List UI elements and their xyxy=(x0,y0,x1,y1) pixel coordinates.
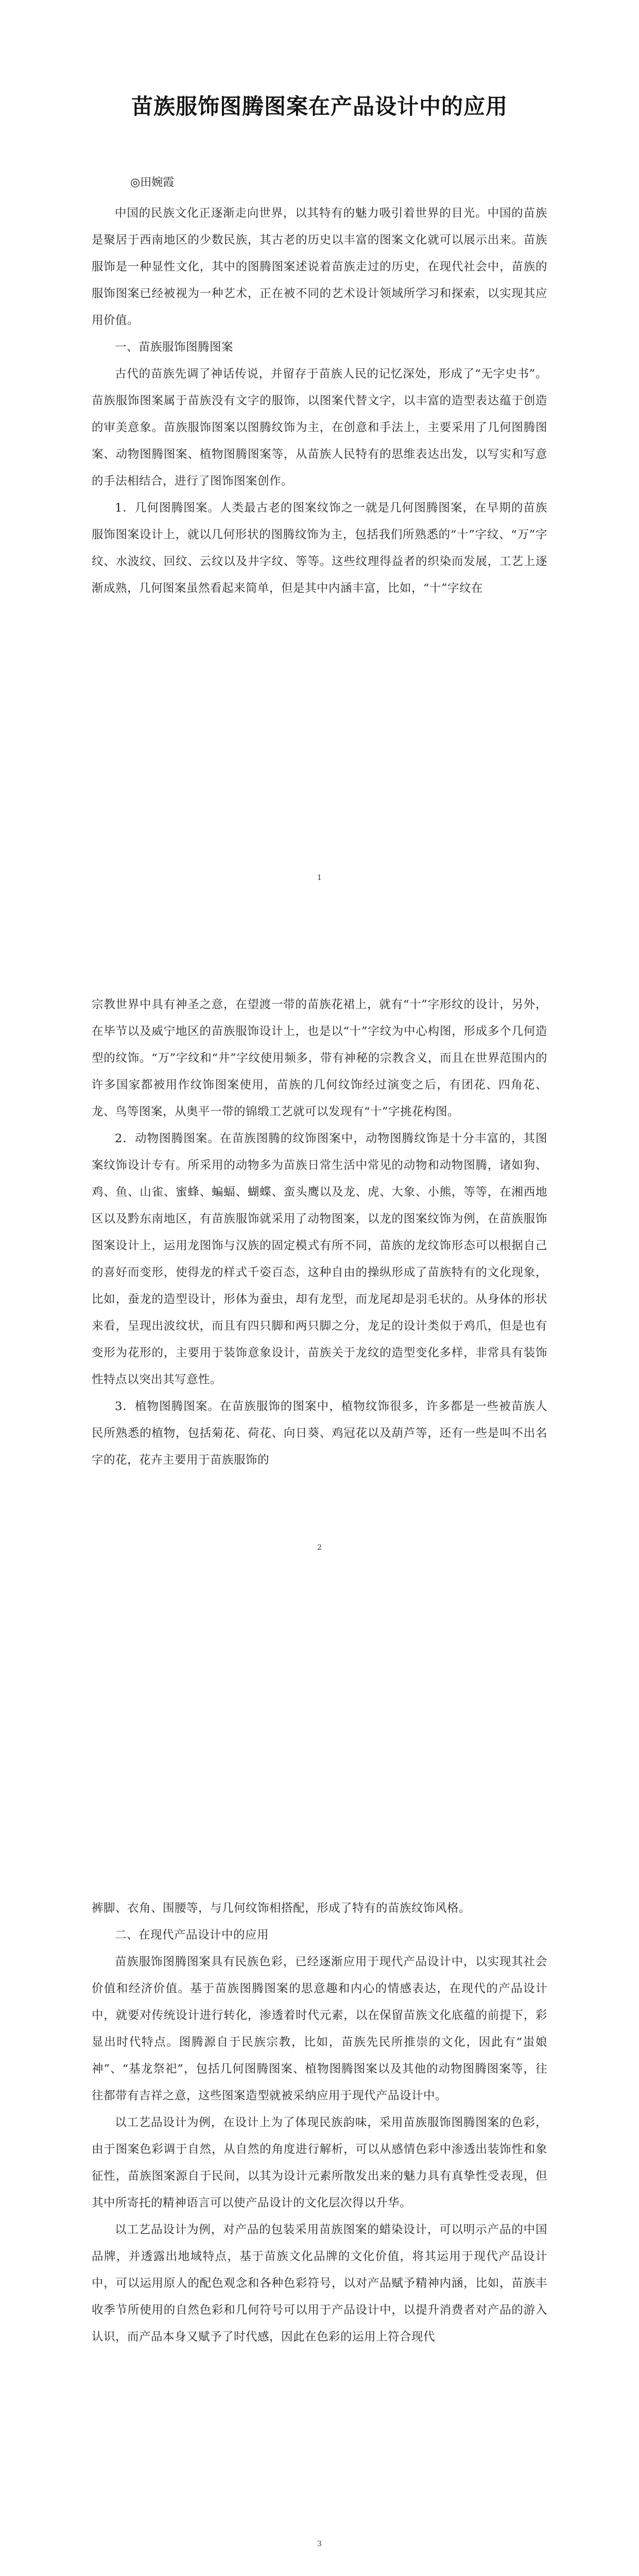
page-3-content xyxy=(92,1895,547,2350)
paragraph: 中国的民族文化正逐渐走向世界，以其特有的魅力吸引着世界的目光。中国的苗族是聚居于西南地区的少数民族，其古老的历史以丰富的图案文化就可以展示出来。苗族服饰是一种显性文化，其中的图腾图案述说着苗族走过的历史，在现代社会中，苗族的服饰图案已经被视为一种艺术，正在被不同的艺术设计领域所学习和探索，以实现其应用价值。 xyxy=(92,207,547,327)
page-1 xyxy=(0,0,639,904)
page-1-content xyxy=(92,170,547,602)
author-line: ◎田婉霞 xyxy=(130,176,175,189)
paragraph: 2．动物图腾图案。在苗族图腾的纹饰图案中，动物图腾纹饰是十分丰富的，其图案纹饰设计专有。所采用的动物多为苗族日常生活中常见的动物和动物图腾，诸如狗、鸡、鱼、山雀、蜜蜂、蝙蝠、蝴蝶、蛮头鹰以及龙、虎、大象、小熊，等等，在湘西地区以及黔东南地区，有苗族服饰就采用了动物图案，以龙的图案纹饰为例，在苗族服饰图案设计上，运用龙图饰与汉族的固定模式有所不同，苗族的龙纹饰形态可以根据自己的喜好而变形，使得龙的样式千姿百态，这种自由的操纵形成了苗族特有的文化现象，比如，蚕龙的造型设计，形体为蚕虫，却有龙型，而龙尾却是羽毛状的。从身体的形状来看，呈现出波纹状，而且有四只脚和两只脚之分，龙足的设计类似于鸡爪，但是也有变形为花形的，主要用于装饰意象设计，苗族关于龙纹的造型变化多样，非常具有装饰性特点以突出其写意性。 xyxy=(92,1132,547,1386)
page-2 xyxy=(0,904,639,1807)
article-title: 苗族服饰图腾图案在产品设计中的应用 xyxy=(131,94,508,119)
page-number: 2 xyxy=(317,1544,322,1552)
paragraph: 以工艺品设计为例，在设计上为了体现民族韵味，采用苗族服饰图腾图案的色彩，由于图案色彩调于自然，从自然的角度进行解析，可以从感情色彩中渗透出装饰性和象征性，苗族图案源自于民间，以其为设计元素所散发出来的魅力具有真挚性受表现，但其中所寄托的精神语言可以使产品设计的文化层次得以升华。 xyxy=(92,2116,547,2210)
section-heading: 二、在现代产品设计中的应用 xyxy=(115,1928,269,1942)
paragraph: 苗族服饰图腾图案具有民族色彩，已经逐渐应用于现代产品设计中，以实现其社会价值和经济价值。基于苗族图腾图案的思意趣和内心的情感表达，在现代的产品设计中，就要对传统设计进行转化，渗透着时代元素，以在保留苗族文化底蕴的前提下，彩显出时代特点。图腾源自于民族宗教，比如，苗族先民所推崇的文化，因此有“蚩娘神”、“基龙祭祀”，包括几何图腾图案、植物图腾图案以及其他的动物图腾图案等，往往都带有吉祥之意，这些图案造型就被采纳应用于现代产品设计中。 xyxy=(92,1955,547,2103)
paragraph: 古代的苗族先调了神话传说，并留存于苗族人民的记忆深处，形成了“无字史书”。苗族服饰图案属于苗族没有文字的服饰，以图案代替文字，以丰富的造型表达蕴于创造的审美意象。苗族服饰图案以图腾纹饰为主，在创意和手法上，主要采用了几何图腾图案、动物图腾图案、植物图腾图案等，从苗族人民特有的思维表达出发，以写实和写意的手法相结合，进行了图饰图案创作。 xyxy=(92,367,547,488)
page-2-content xyxy=(92,991,547,1473)
page-number: 3 xyxy=(317,2540,322,2548)
paragraph: 宗教世界中具有神圣之意，在望渡一带的苗族花裙上，就有“十”字形纹的设计，另外，在毕节以及威宁地区的苗族服饰设计上，也是以“十”字纹为中心构图，形成多个几何造型的纹饰。“万”字纹和“井”字纹使用频多，带有神秘的宗教含义，而且在世界范围内的许多国家都被用作纹饰图案使用，苗族的几何纹饰经过演变之后，有团花、四角花、龙、鸟等图案，从奥平一带的锦缎工艺就可以发现有“十”字挑花构图。 xyxy=(92,998,547,1118)
section-heading: 一、苗族服饰图腾图案 xyxy=(115,341,234,354)
paragraph: 裤脚、衣角、围腰等，与几何纹饰相搭配，形成了特有的苗族纹饰风格。 xyxy=(92,1902,471,1915)
page-number: 1 xyxy=(317,874,322,882)
paragraph: 以工艺品设计为例，对产品的包装采用苗族图案的蜡染设计，可以明示产品的中国品牌，并透露出地域特点，基于苗族文化品牌的文化价值，将其运用于现代产品设计中，可以运用原人的配色观念和各种色彩符号，以对产品赋予精神内涵，比如，苗族丰收季节所使用的自然色彩和几何符号可以用于产品设计中，以提升消费者对产品的游入认识，而产品本身又赋予了时代感，因此在色彩的运用上符合现代 xyxy=(92,2223,547,2344)
page-3 xyxy=(0,1807,639,2576)
paragraph: 1．几何图腾图案。人类最古老的图案纹饰之一就是几何图腾图案，在早期的苗族服饰图案设计上，就以几何形状的图腾纹饰为主，包括我们所熟悉的“十”字纹、“万”字纹、水波纹、回纹、云纹以及井字纹、等等。这些纹理得益者的织染而发展，工艺上逐渐成熟，几何图案虽然看起来简单，但是其中内涵丰富，比如，“十”字纹在 xyxy=(92,501,547,595)
paragraph: 3．植物图腾图案。在苗族服饰的图案中，植物纹饰很多，许多都是一些被苗族人民所熟悉的植物，包括菊花、荷花、向日葵、鸡冠花以及葫芦等，还有一些是叫不出名字的花，花卉主要用于苗族服饰的 xyxy=(92,1400,547,1467)
